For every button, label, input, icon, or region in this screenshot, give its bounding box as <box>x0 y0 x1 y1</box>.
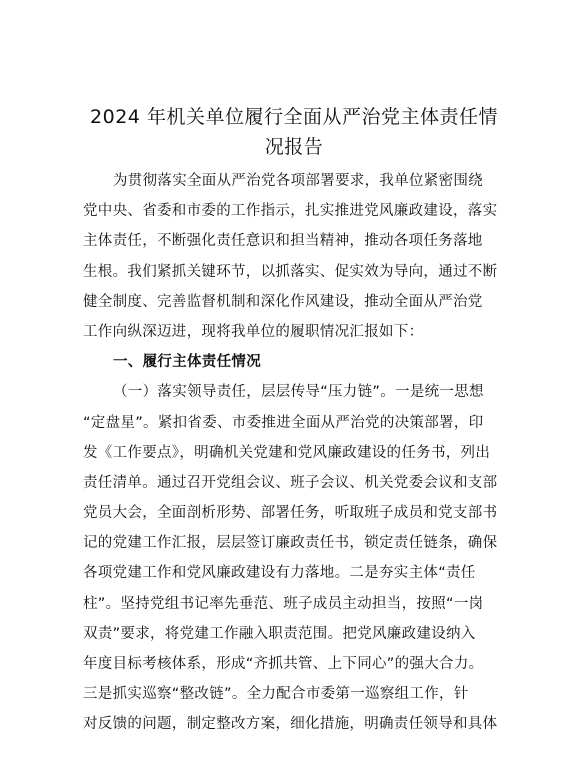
document-title <box>84 102 504 162</box>
body-line: 工作向纵深迈进，现将我单位的履职情况汇报如下： <box>83 323 424 340</box>
body-line: 年度目标考核体系，形成“齐抓共管、上下同心”的强大合力。 <box>83 656 484 672</box>
body-line: 主体责任，不断强化责任意识和担当精神，推动各项任务落地 <box>83 233 483 250</box>
body-line: 对反馈的问题，制定整改方案，细化措施，明确责任领导和具体 <box>83 716 498 733</box>
body-line: “定盘星”。紧扣省委、市委推进全面从严治党的决策部署，印 <box>83 414 484 431</box>
body-line: 三是抓实巡察“整改链”。全力配合市委第一巡察组工作，针 <box>83 686 469 703</box>
title-line: 况报告 <box>264 136 324 158</box>
body-line: 生根。我们紧抓关键环节，以抓落实、促实效为导向，通过不断 <box>83 263 498 280</box>
body-line: （一）落实领导责任，层层传导“压力链”。一是统一思想 <box>113 384 484 401</box>
body-line: 发《工作要点》，明确机关党建和党风廉政建设的任务书，列出 <box>83 444 491 461</box>
body-line: 党员大会，全面剖析形势、部署任务，听取班子成员和党支部书 <box>83 505 498 522</box>
document-body <box>83 166 503 740</box>
body-line: 柱”。坚持党组书记率先垂范、班子成员主动担当，按照“一岗 <box>83 595 484 612</box>
body-line: 各项党建工作和党风廉政建设有力落地。二是夯实主体“责任 <box>83 565 476 582</box>
body-line: 记的党建工作汇报，层层签订廉政责任书，锁定责任链条，确保 <box>83 535 498 552</box>
body-line: 党中央、省委和市委的工作指示，扎实推进党风廉政建设，落实 <box>83 203 498 220</box>
section-heading: 一、履行主体责任情况 <box>113 354 261 371</box>
body-line: 责任清单。通过召开党组会议、班子会议、机关党委会议和支部 <box>83 474 498 491</box>
title-line: 2024 年机关单位履行全面从严治党主体责任情 <box>90 106 498 128</box>
body-line: 健全制度、完善监督机制和深化作风建设，推动全面从严治党 <box>83 293 483 310</box>
body-line: 双责”要求，将党建工作融入职责范围。把党风廉政建设纳入 <box>83 625 476 642</box>
body-line: 为贯彻落实全面从严治党各项部署要求，我单位紧密围绕 <box>113 173 483 189</box>
